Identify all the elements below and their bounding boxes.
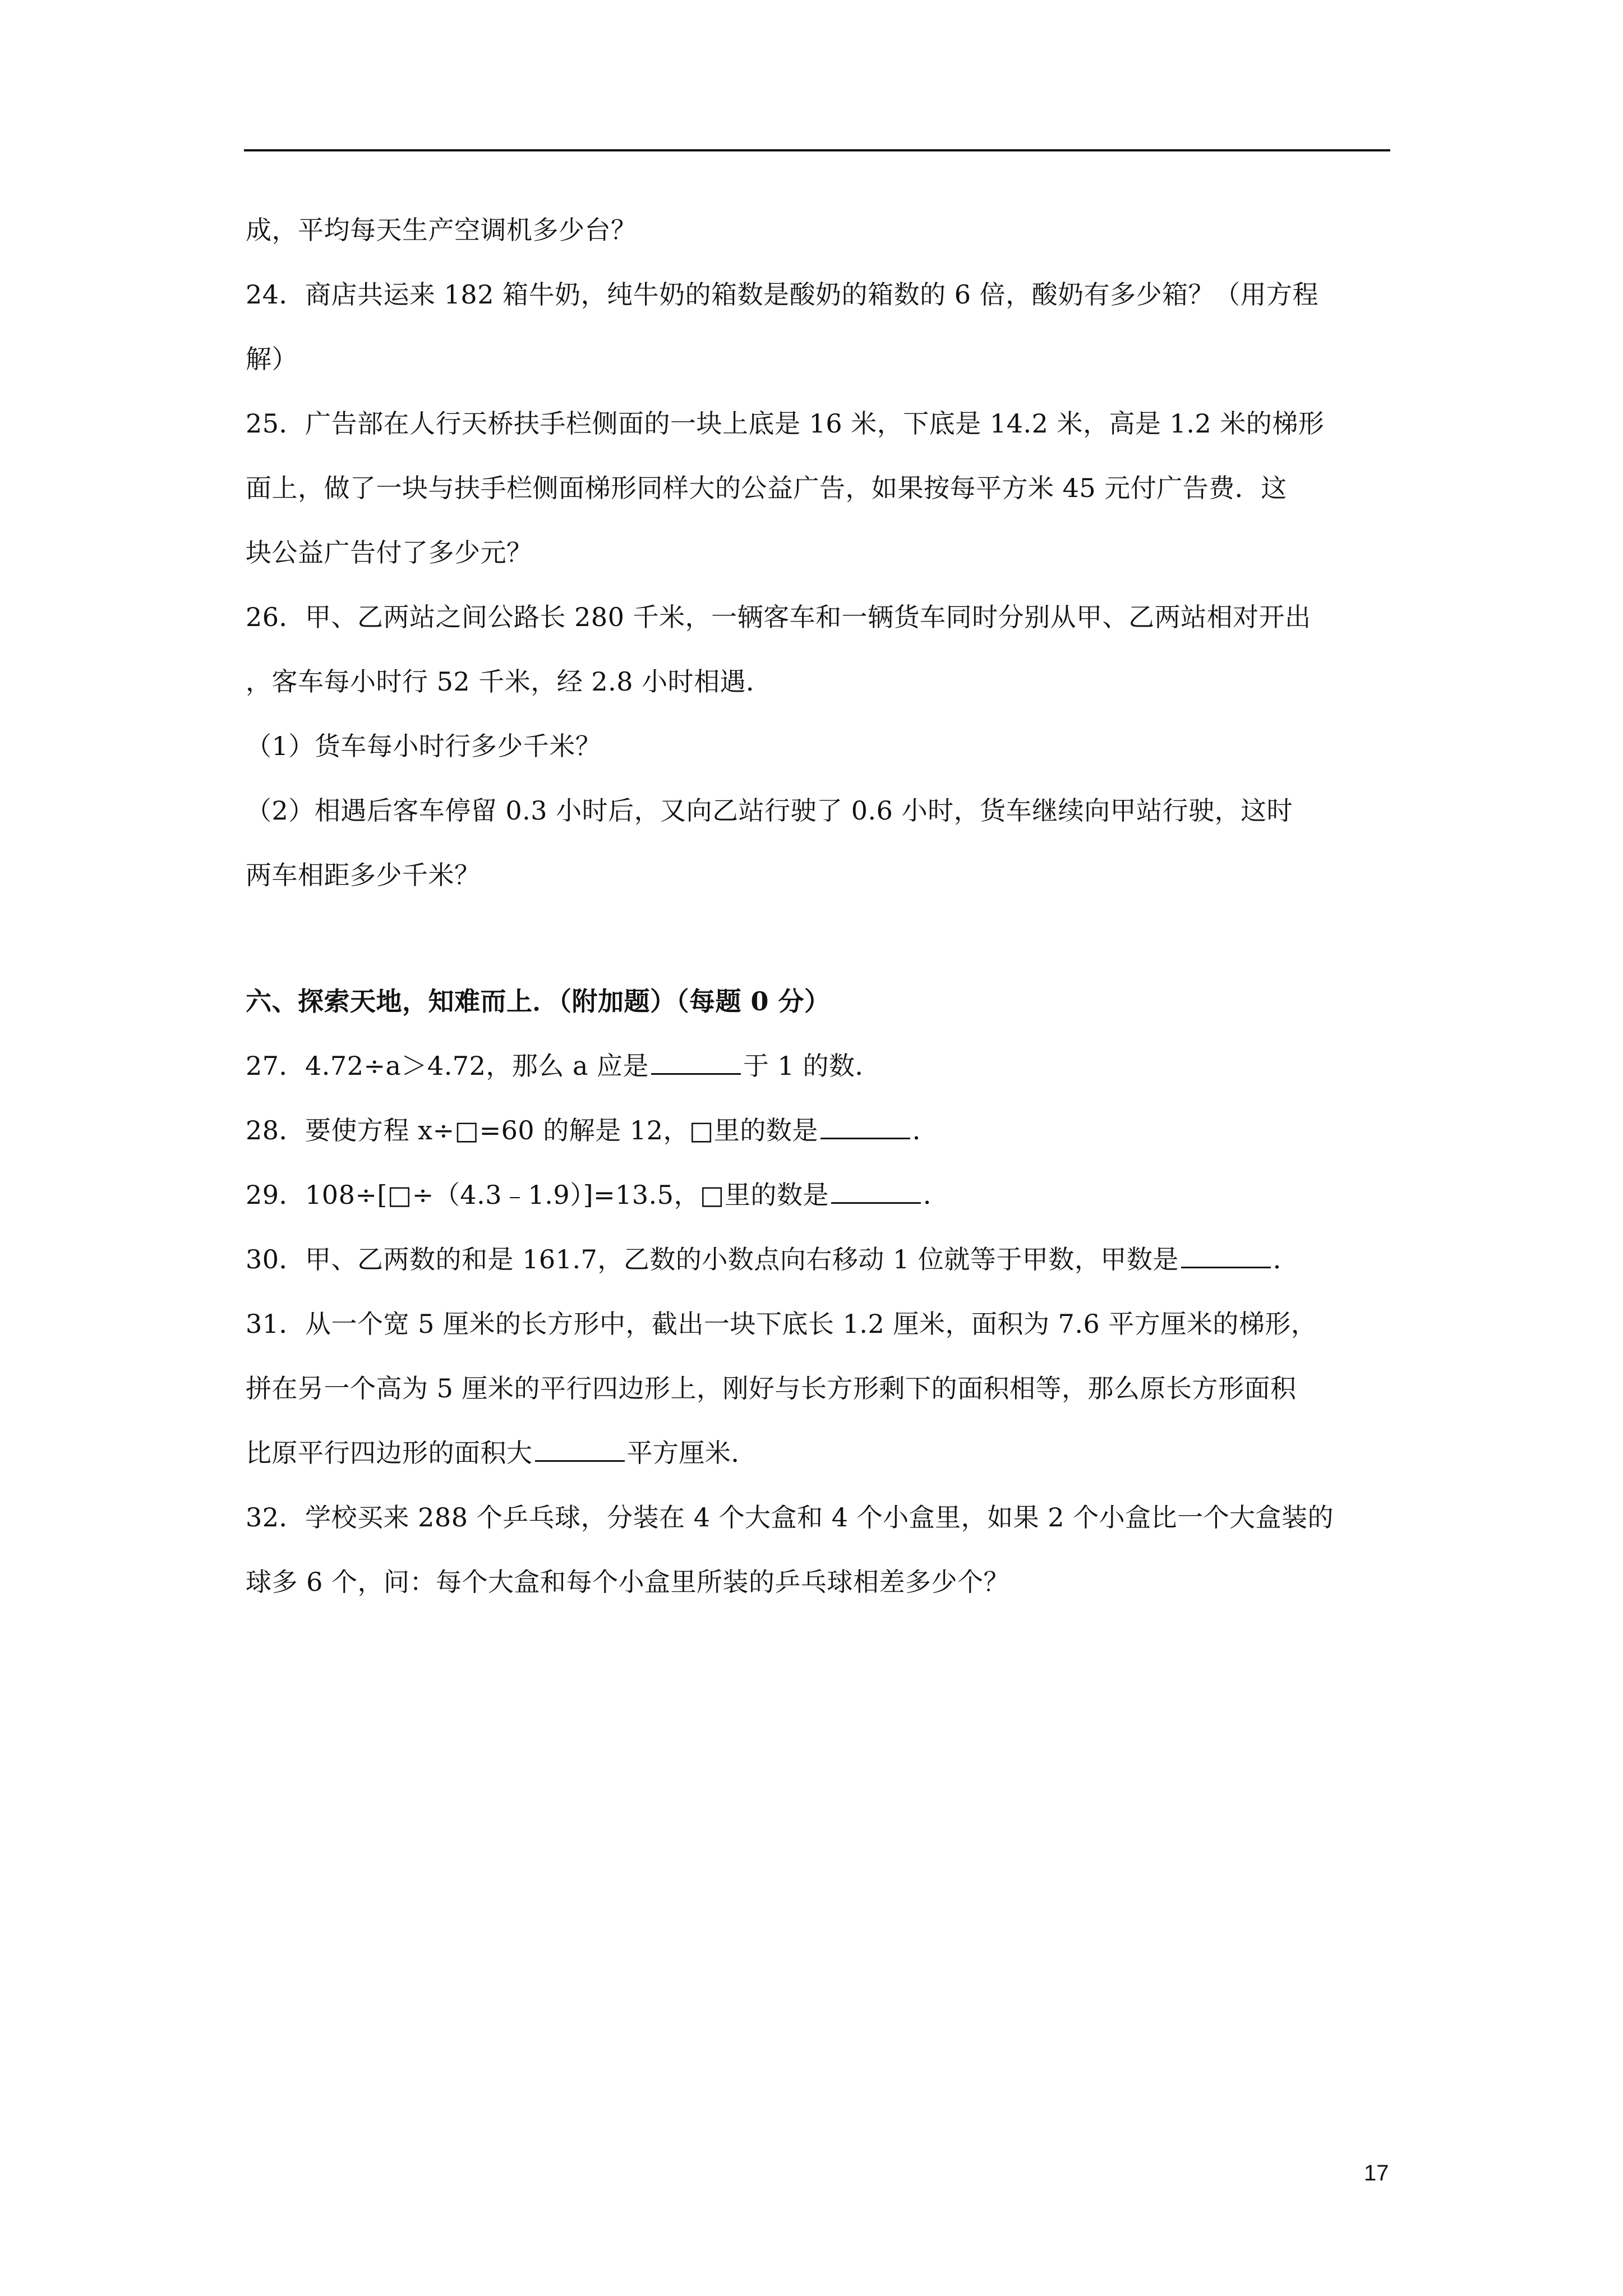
text-after-blank: 平方厘米． bbox=[626, 1438, 757, 1468]
text-line: 26．甲、乙两站之间公路长 280 千米，一辆客车和一辆货车同时分别从甲、乙两站相对开出 bbox=[246, 602, 1311, 632]
text-line: 24．商店共运来 182 箱牛奶，纯牛奶的箱数是酸奶的箱数的 6 倍，酸奶有多少箱？（用方程 bbox=[246, 279, 1319, 310]
text-line: 32．学校买来 288 个乒乓球，分装在 4 个大盒和 4 个小盒里，如果 2 个小盒比一个大盒装的 bbox=[246, 1502, 1334, 1533]
header-rule bbox=[244, 149, 1390, 151]
text-before-blank: 28．要使方程 x÷□=60 的解是 12，□里的数是 bbox=[246, 1115, 818, 1145]
text-line: 25．广告部在人行天桥扶手栏侧面的一块上底是 16 米，下底是 14.2 米，高是 1.2 米的梯形 bbox=[246, 408, 1325, 439]
page-number: 17 bbox=[1364, 2161, 1389, 2185]
text-line: 球多 6 个，问：每个大盒和每个小盒里所装的乒乓球相差多少个？ bbox=[246, 1567, 1010, 1597]
answer-blank bbox=[1181, 1244, 1271, 1268]
text-before-blank: 29．108÷[□÷（4.3﹣1.9）]=13.5，□里的数是 bbox=[246, 1180, 829, 1210]
text-line: （1）货车每小时行多少千米？ bbox=[246, 731, 602, 761]
text-after-blank: ． bbox=[912, 1115, 939, 1145]
text-line: 面上，做了一块与扶手栏侧面梯形同样大的公益广告，如果按每平方米 45 元付广告费．这 bbox=[246, 473, 1287, 503]
text-line: 拼在另一个高为 5 厘米的平行四边形上，刚好与长方形剩下的面积相等，那么原长方形面积 bbox=[246, 1373, 1297, 1404]
text-line bbox=[246, 1436, 1390, 1470]
text-line: 成，平均每天生产空调机多少台？ bbox=[246, 215, 637, 245]
text-line bbox=[246, 1114, 1390, 1147]
text-line: 两车相距多少千米？ bbox=[246, 860, 481, 890]
text-line: （2）相遇后客车停留 0.3 小时后，又向乙站行驶了 0.6 小时，货车继续向甲站行驶，这时 bbox=[246, 795, 1293, 826]
text-before-blank: 30．甲、乙两数的和是 161.7，乙数的小数点向右移动 1 位就等于甲数，甲数是 bbox=[246, 1244, 1179, 1274]
text-after-blank: ． bbox=[923, 1180, 949, 1210]
text-before-blank: 27．4.72÷a＞4.72，那么 a 应是 bbox=[246, 1051, 649, 1081]
answer-blank bbox=[651, 1050, 741, 1075]
text-line: ，客车每小时行 52 千米，经 2.8 小时相遇． bbox=[246, 666, 772, 697]
answer-blank bbox=[831, 1179, 921, 1204]
text-line bbox=[246, 1243, 1390, 1276]
text-after-blank: ． bbox=[1272, 1244, 1299, 1274]
answer-blank bbox=[820, 1115, 910, 1139]
text-line: 块公益广告付了多少元？ bbox=[246, 537, 533, 568]
section-heading: 六、探索天地，知难而上．（附加题）（每题 0 分） bbox=[246, 986, 831, 1016]
text-after-blank: 于 1 的数． bbox=[743, 1051, 882, 1081]
text-line: 31．从一个宽 5 厘米的长方形中，截出一块下底长 1.2 厘米，面积为 7.6 平方厘米的梯形， bbox=[246, 1309, 1317, 1339]
text-line bbox=[246, 1178, 1390, 1212]
text-line bbox=[246, 1049, 1390, 1083]
text-before-blank: 比原平行四边形的面积大 bbox=[246, 1438, 533, 1468]
answer-blank bbox=[535, 1437, 625, 1462]
text-line: 解） bbox=[246, 344, 298, 374]
